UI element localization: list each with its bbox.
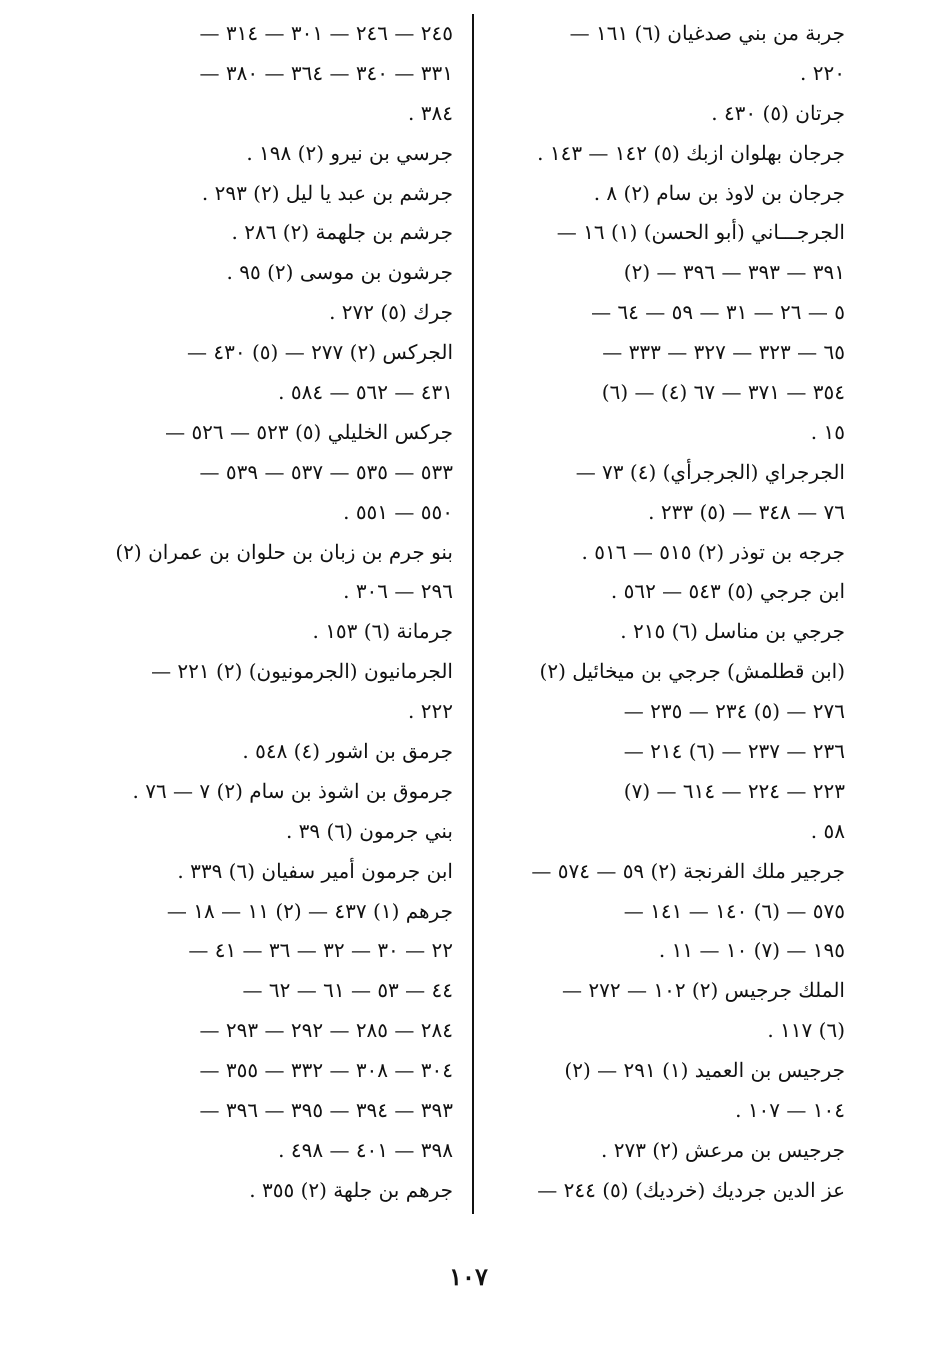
index-entry-line: ٣٩١ — ٣٩٣ — ٣٩٦ — (٢) xyxy=(623,260,845,285)
index-entry-line: جربة من بني صدغيان (٦) ١٦١ — xyxy=(569,21,845,45)
index-entry-line: جرمق بن اشور (٤) ٥٤٨ . xyxy=(242,739,453,764)
index-entry-line: ٧٦ — ٣٤٨ — (٥) ٢٣٣ . xyxy=(648,499,845,524)
index-entry-line: جرجي بن مناسل (٦) ٢١٥ . xyxy=(620,619,845,644)
right-column xyxy=(495,14,845,1211)
index-entry-line: جركس الخليلي (٥) ٥٢٣ — ٥٢٦ — xyxy=(165,419,453,444)
index-entry-line: جرجان بهلوان ازبك (٥) ١٤٢ — ١٤٣ . xyxy=(537,140,845,165)
index-entry-line: ٣٠٤ — ٣٠٨ — ٣٣٢ — ٣٥٥ — xyxy=(199,1058,453,1083)
index-entry-line: ٥٧٥ — (٦) ١٤٠ — ١٤١ — xyxy=(623,898,845,923)
index-entry-line: جرجه بن توذر (٢) ٥١٥ — ٥١٦ . xyxy=(581,539,845,564)
index-entry-line: جرمانة (٦) ١٥٣ . xyxy=(312,619,453,644)
page-number: ١٠٧ xyxy=(449,1262,488,1291)
index-entry-line: جرك (٥) ٢٧٢ . xyxy=(329,300,453,325)
index-entry-line: ٤٤ — ٥٣ — ٦١ — ٦٢ — xyxy=(242,978,453,1003)
index-entry-line: الجرمانيون (الجرمونيون) (٢) ٢٢١ — xyxy=(151,659,453,684)
column-divider xyxy=(472,14,474,1214)
index-entry-line: جرشم بن جلهمة (٢) ٢٨٦ . xyxy=(231,220,453,245)
index-entry-line: ٥٥٠ — ٥٥١ . xyxy=(343,499,453,524)
index-entry-line: ٢٣٦ — ٢٣٧ — (٦) ٢١٤ — xyxy=(623,739,845,764)
index-entry-line: عز الدين جرديك (خرديك) (٥) ٢٤٤ — xyxy=(537,1177,845,1202)
index-entry-line: جرجان بن لاوذ بن سام (٢) ٨ . xyxy=(593,180,845,205)
index-entry-line: ٢٢٣ — ٢٢٤ — ٦١٤ — (٧) xyxy=(623,778,845,803)
index-entry-line: الملك جرجيس (٢) ١٠٢ — ٢٧٢ — xyxy=(562,978,845,1003)
index-entry-line: ٢٩٦ — ٣٠٦ . xyxy=(343,579,453,604)
index-entry-line: ٥٣٣ — ٥٣٥ — ٥٣٧ — ٥٣٩ — xyxy=(199,459,453,484)
index-entry-line: (٦) ١١٧ . xyxy=(767,1018,845,1043)
index-entry-line: بني جرمون (٦) ٣٩ . xyxy=(285,818,453,843)
index-entry-line: جرتان (٥) ٤٣٠ . xyxy=(711,100,845,125)
index-entry-line: جرجيس بن مرعش (٢) ٢٧٣ . xyxy=(600,1137,845,1162)
index-entry-line: ١٥ . xyxy=(810,419,845,444)
index-entry-line: الجركس (٢) ٢٧٧ — (٥) ٤٣٠ — xyxy=(187,340,453,365)
index-entry-line: جرشون بن موسى (٢) ٩٥ . xyxy=(226,260,453,285)
left-column xyxy=(103,14,453,1211)
index-entry-line: ٥٨ . xyxy=(810,818,845,843)
index-entry-line: جرجيس بن العميد (١) ٢٩١ — (٢) xyxy=(564,1058,845,1083)
index-entry-line: ٣٩٣ — ٣٩٤ — ٣٩٥ — ٣٩٦ — xyxy=(199,1098,453,1123)
index-entry-line: ٢٧٦ — (٥) ٢٣٤ — ٢٣٥ — xyxy=(623,699,845,724)
index-entry-line: ٢٢٢ . xyxy=(408,699,453,724)
index-entry-line: الجرجراي (الجرجرأي) (٤) ٧٣ — xyxy=(575,459,845,484)
index-entry-line: جرسي بن نيرو (٢) ١٩٨ . xyxy=(246,140,453,165)
index-entry-line: ٢٤٥ — ٢٤٦ — ٣٠١ — ٣١٤ — xyxy=(199,21,453,45)
index-entry-line: ٣٨٤ . xyxy=(408,100,453,125)
index-entry-line: ٢٨٤ — ٢٨٥ — ٢٩٢ — ٢٩٣ — xyxy=(199,1018,453,1043)
index-entry-line: ٢٢ — ٣٠ — ٣٢ — ٣٦ — ٤١ — xyxy=(188,938,453,963)
index-entry-line: الجرجـــاني (أبو الحسن) (١) ١٦ — xyxy=(556,220,845,245)
index-entry-line: ٣٥٤ — ٣٧١ — ٦٧ (٤) — (٦) xyxy=(601,380,845,405)
index-entry-line: ٥ — ٢٦ — ٣١ — ٥٩ — ٦٤ — xyxy=(591,300,845,325)
index-entry-line: جرهم بن جلهة (٢) ٣٥٥ . xyxy=(249,1177,453,1202)
index-entry-line: جرموق بن اشوذ بن سام (٢) ٧ — ٧٦ . xyxy=(132,778,453,803)
index-entry-line: ٦٥ — ٣٢٣ — ٣٢٧ — ٣٣٣ — xyxy=(602,340,845,365)
index-entry-line: جرشم بن عبد يا ليل (٢) ٢٩٣ . xyxy=(201,180,453,205)
index-entry-line: ابن جرجي (٥) ٥٤٣ — ٥٦٢ . xyxy=(610,579,845,604)
index-entry-line: بنو جرم بن زبان بن حلوان بن عمران (٢) xyxy=(115,539,453,564)
index-entry-line: جرجير ملك الفرنجة (٢) ٥٩ — ٥٧٤ — xyxy=(531,858,845,883)
index-entry-line: ٣٣١ — ٣٤٠ — ٣٦٤ — ٣٨٠ — xyxy=(199,60,453,85)
index-entry-line: ٢٢٠ . xyxy=(800,60,845,85)
index-entry-line: ١٠٤ — ١٠٧ . xyxy=(735,1098,845,1123)
index-entry-line: ٤٣١ — ٥٦٢ — ٥٨٤ . xyxy=(278,380,453,405)
index-entry-line: (ابن قطلمش) جرجي بن ميخائيل (٢) xyxy=(539,659,845,684)
index-entry-line: ١٩٥ — (٧) ١٠ — ١١ . xyxy=(658,938,845,963)
index-entry-line: جرهم (١) ٤٣٧ — (٢) ١١ — ١٨ — xyxy=(166,898,453,923)
index-entry-line: ٣٩٨ — ٤٠١ — ٤٩٨ . xyxy=(278,1137,453,1162)
index-entry-line: ابن جرمون أمير سفيان (٦) ٣٣٩ . xyxy=(177,858,453,883)
